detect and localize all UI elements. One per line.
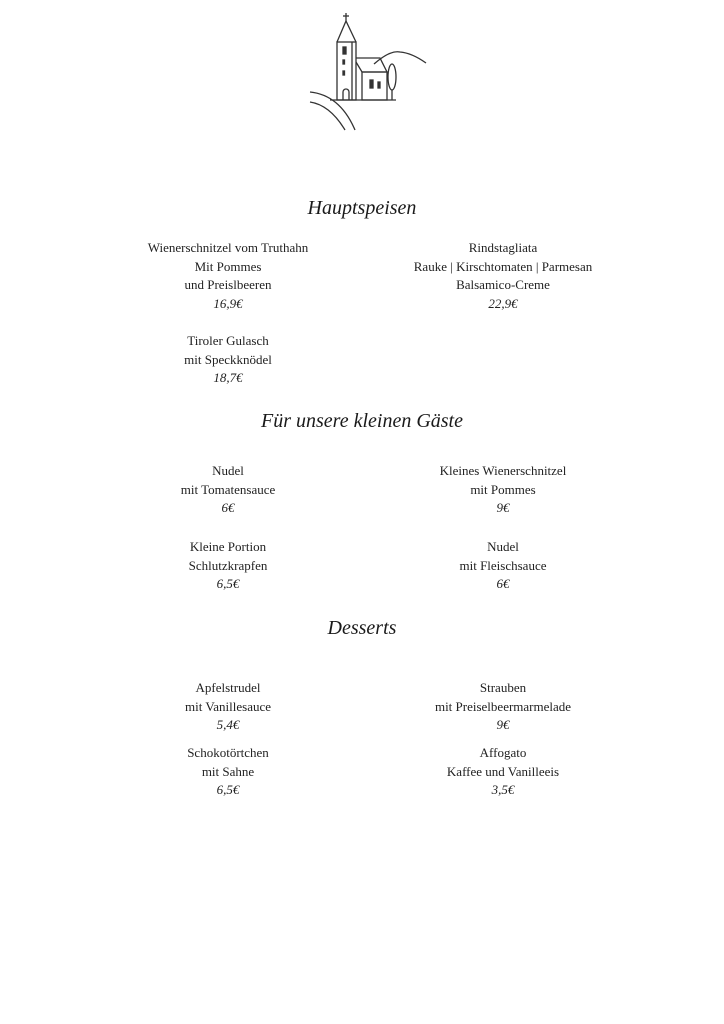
church-logo-icon: [300, 5, 440, 135]
menu-item: [78, 679, 378, 735]
section-title-hauptspeisen: Hauptspeisen: [307, 197, 417, 219]
item-name: Schokotörtchen: [187, 745, 269, 760]
item-desc: mit Vanillesauce: [184, 698, 272, 714]
item-price: 6,5€: [216, 576, 240, 592]
item-name: Apfelstrudel: [195, 680, 261, 695]
item-name: Strauben: [479, 680, 527, 695]
item-desc: Kaffee und Vanilleeis: [446, 763, 560, 779]
item-name: Rindstagliata: [468, 240, 538, 255]
item-desc: Schlutzkrapfen: [188, 557, 268, 573]
item-name: Kleines Wienerschnitzel: [439, 463, 567, 478]
menu-item: [353, 462, 653, 518]
menu-item: [78, 538, 378, 594]
item-price: 5,4€: [216, 717, 240, 733]
item-desc: und Preislbeeren: [184, 277, 272, 293]
item-price: 9€: [496, 717, 510, 733]
item-price: 3,5€: [491, 782, 515, 798]
item-desc: mit Preiselbeermarmelade: [434, 698, 572, 714]
menu-item: [78, 744, 378, 800]
item-price: 6,5€: [216, 782, 240, 798]
item-desc: Mit Pommes: [194, 258, 262, 274]
item-price: 22,9€: [488, 295, 518, 311]
item-desc: Rauke | Kirschtomaten | Parmesan: [413, 258, 593, 274]
item-name: Tiroler Gulasch: [187, 333, 269, 348]
menu-item: [78, 239, 378, 313]
menu-item: [353, 538, 653, 594]
item-price: 18,7€: [213, 370, 243, 386]
item-price: 6€: [221, 500, 235, 516]
item-desc: mit Speckknödel: [184, 351, 272, 367]
item-desc: mit Sahne: [201, 763, 255, 779]
item-price: 16,9€: [213, 295, 243, 311]
item-name: Nudel: [487, 539, 519, 554]
section-title-desserts: Desserts: [327, 617, 397, 639]
item-name: Nudel: [212, 463, 244, 478]
item-price: 6€: [496, 576, 510, 592]
item-name: Kleine Portion: [189, 539, 267, 554]
item-name: Affogato: [479, 745, 527, 760]
item-name: Wienerschnitzel vom Truthahn: [147, 240, 309, 255]
item-desc: mit Tomatensauce: [180, 481, 276, 497]
item-desc: mit Pommes: [470, 481, 536, 497]
item-price: 9€: [496, 500, 510, 516]
item-desc: mit Fleischsauce: [459, 557, 547, 573]
item-desc: Balsamico-Creme: [456, 277, 550, 293]
menu-item: [78, 332, 378, 388]
menu-item: [78, 462, 378, 518]
menu-item: [353, 744, 653, 800]
section-title-kids: Für unsere kleinen Gäste: [261, 410, 463, 432]
menu-item: [353, 239, 653, 313]
menu-item: [353, 679, 653, 735]
